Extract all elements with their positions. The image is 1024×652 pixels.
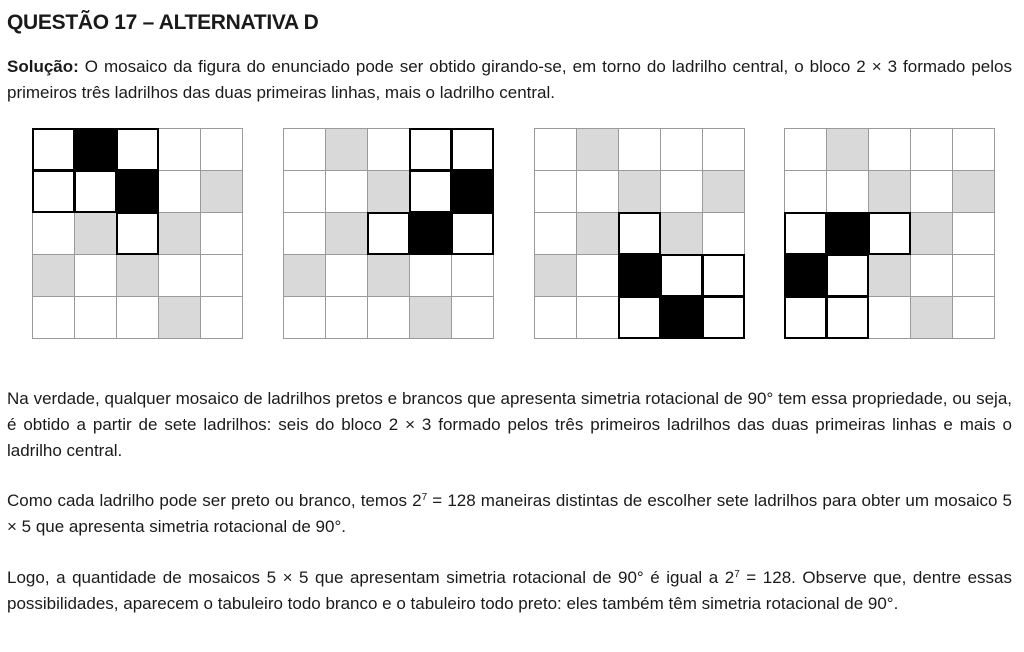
tile-white	[618, 212, 661, 255]
tile-white	[868, 128, 911, 171]
exponent: 7	[734, 569, 740, 580]
tile-white	[200, 212, 243, 255]
tile-gray	[325, 128, 368, 171]
count-text-start: Como cada ladrilho pode ser preto ou branco, temos 2	[7, 491, 422, 510]
tile-white	[74, 254, 117, 297]
tile-white	[952, 254, 995, 297]
mosaic-2	[283, 128, 493, 338]
tile-white	[784, 128, 827, 171]
tile-gray	[576, 212, 619, 255]
tile-white	[952, 212, 995, 255]
tile-gray	[116, 254, 159, 297]
tile-gray	[868, 254, 911, 297]
paragraph-conclusion	[7, 565, 1012, 617]
tile-white	[200, 296, 243, 339]
tile-white	[868, 212, 911, 255]
tile-white	[534, 170, 577, 213]
tile-white	[826, 170, 869, 213]
tile-white	[702, 212, 745, 255]
tile-white	[702, 296, 745, 339]
solution-label: Solução:	[7, 57, 79, 76]
tile-white	[702, 128, 745, 171]
tile-white	[367, 128, 410, 171]
mosaic-1	[32, 128, 242, 338]
tile-gray	[325, 212, 368, 255]
tile-white	[784, 296, 827, 339]
tile-white	[618, 296, 661, 339]
tile-white	[367, 296, 410, 339]
tile-white	[826, 254, 869, 297]
tile-white	[576, 254, 619, 297]
tile-white	[409, 254, 452, 297]
exponent: 7	[421, 492, 428, 503]
tile-gray	[910, 212, 953, 255]
conclusion-text-end: = 128. Observe que, dentre essas possibilidades, aparecem o tabuleiro todo branco e o tabuleiro todo preto: eles também têm simetria rotacional de 90°.	[7, 568, 1012, 613]
tile-white	[367, 212, 410, 255]
tile-white	[116, 296, 159, 339]
tile-white	[660, 170, 703, 213]
solution-text: O mosaico da figura do enunciado pode ser obtido girando-se, em torno do ladrilho central, o bloco 2 × 3 formado pelos primeiros três ladrilhos das duas primeiras linhas, mais o ladrilho central.	[7, 57, 1012, 102]
tile-white	[325, 296, 368, 339]
tile-black	[74, 128, 117, 171]
tile-gray	[74, 212, 117, 255]
tile-white	[868, 296, 911, 339]
tile-white	[451, 212, 494, 255]
tile-gray	[158, 212, 201, 255]
paragraph-symmetry: Na verdade, qualquer mosaico de ladrilhos pretos e brancos que apresenta simetria rotacional de 90° tem essa propriedade, ou seja, é obtido a partir de sete ladrilhos: seis do bloco 2 × 3 formado pelos três primeiros ladrilhos das duas primeiras linhas e mais o ladrilho central.	[7, 389, 1012, 460]
tile-white	[534, 212, 577, 255]
tile-white	[409, 170, 452, 213]
mosaic-4	[784, 128, 994, 338]
tile-white	[576, 170, 619, 213]
tile-white	[451, 254, 494, 297]
tile-white	[576, 296, 619, 339]
tile-gray	[826, 128, 869, 171]
tile-white	[660, 254, 703, 297]
tile-white	[952, 296, 995, 339]
tile-white	[200, 254, 243, 297]
tile-gray	[32, 254, 75, 297]
tile-white	[200, 128, 243, 171]
tile-gray	[367, 170, 410, 213]
tile-gray	[534, 254, 577, 297]
tile-white	[283, 212, 326, 255]
conclusion-text-start: Logo, a quantidade de mosaicos 5 × 5 que apresentam simetria rotacional de 90° é igual a 2	[7, 568, 735, 587]
tile-black	[618, 254, 661, 297]
tile-white	[702, 254, 745, 297]
tile-white	[32, 128, 75, 171]
tile-white	[952, 128, 995, 171]
tile-white	[158, 254, 201, 297]
tile-black	[451, 170, 494, 213]
tile-white	[910, 254, 953, 297]
tile-white	[660, 128, 703, 171]
tile-white	[618, 128, 661, 171]
tile-gray	[409, 296, 452, 339]
solution-paragraph	[7, 54, 1012, 106]
tile-white	[283, 170, 326, 213]
tile-white	[451, 296, 494, 339]
tile-white	[116, 212, 159, 255]
tile-white	[32, 296, 75, 339]
tile-white	[534, 296, 577, 339]
tile-black	[116, 170, 159, 213]
tile-black	[409, 212, 452, 255]
tile-black	[784, 254, 827, 297]
count-text-end: = 128 maneiras distintas de escolher sete ladrilhos para obter um mosaico 5 × 5 que apresenta simetria rotacional de 90°.	[7, 491, 1012, 536]
tile-gray	[868, 170, 911, 213]
tile-gray	[618, 170, 661, 213]
tile-white	[158, 170, 201, 213]
tile-white	[283, 128, 326, 171]
tile-white	[74, 296, 117, 339]
tile-white	[325, 170, 368, 213]
tile-white	[409, 128, 452, 171]
tile-black	[826, 212, 869, 255]
tile-white	[910, 170, 953, 213]
tile-white	[826, 296, 869, 339]
tile-white	[158, 128, 201, 171]
tile-gray	[952, 170, 995, 213]
tile-white	[784, 170, 827, 213]
tile-gray	[367, 254, 410, 297]
tile-white	[32, 170, 75, 213]
tile-gray	[702, 170, 745, 213]
tile-white	[451, 128, 494, 171]
tile-gray	[576, 128, 619, 171]
tile-white	[32, 212, 75, 255]
tile-white	[910, 128, 953, 171]
mosaic-3	[534, 128, 744, 338]
tile-white	[784, 212, 827, 255]
tile-black	[660, 296, 703, 339]
tile-white	[74, 170, 117, 213]
tile-gray	[660, 212, 703, 255]
tile-white	[116, 128, 159, 171]
question-title: QUESTÃO 17 – ALTERNATIVA D	[7, 11, 319, 34]
tile-gray	[158, 296, 201, 339]
tile-gray	[910, 296, 953, 339]
tile-white	[325, 254, 368, 297]
tile-gray	[200, 170, 243, 213]
tile-gray	[283, 254, 326, 297]
tile-white	[534, 128, 577, 171]
tile-white	[283, 296, 326, 339]
paragraph-count	[7, 488, 1012, 540]
